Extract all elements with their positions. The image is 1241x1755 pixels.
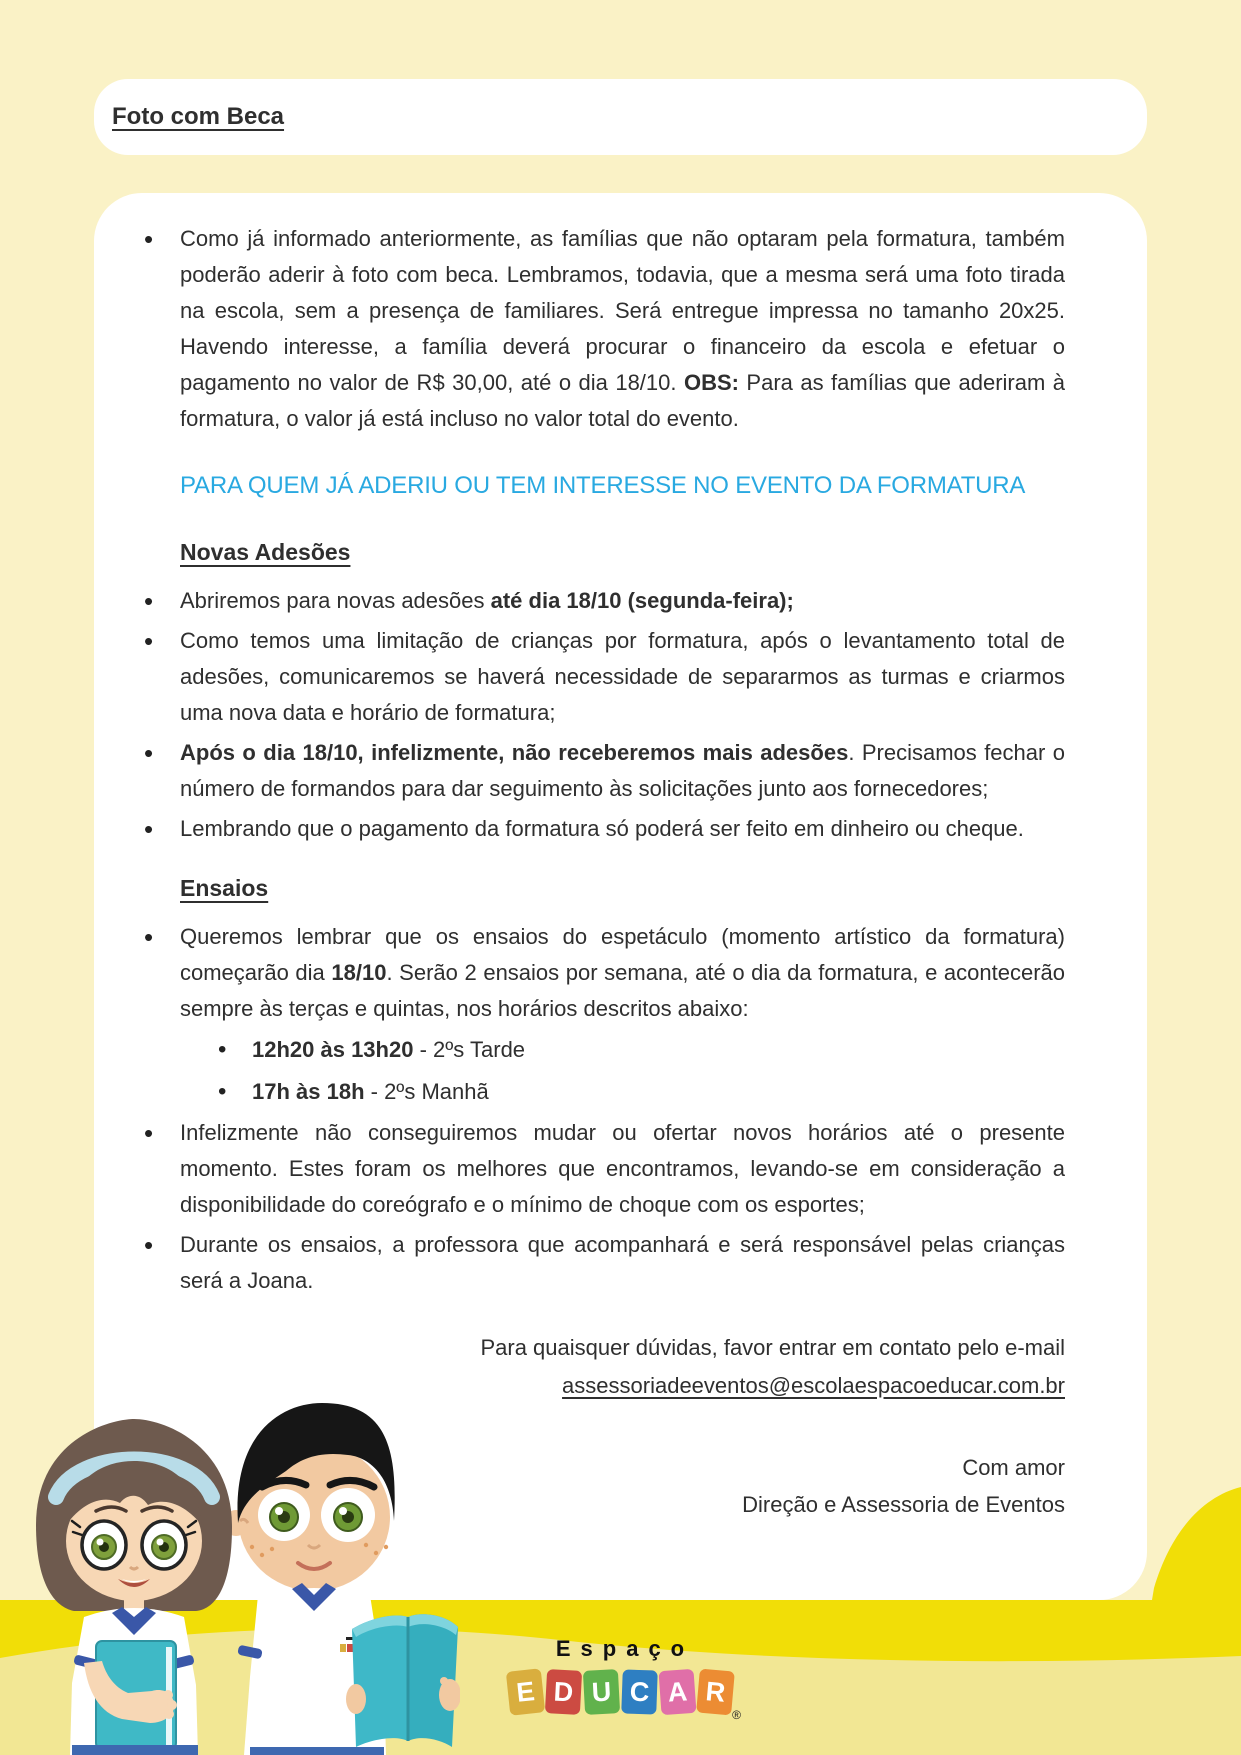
item-text: Abriremos para novas adesões bbox=[180, 588, 491, 613]
logo-tile-letter: A bbox=[658, 1669, 696, 1715]
page-title: Foto com Beca bbox=[112, 103, 285, 130]
schedule-time: 17h às 18h bbox=[252, 1079, 365, 1104]
item-text: Lembrando que o pagamento da formatura só poderá ser feito em dinheiro ou cheque. bbox=[180, 816, 1024, 841]
logo-tiles-educar bbox=[455, 1670, 785, 1722]
logo-wordmark-espaco: Espaço bbox=[555, 1636, 695, 1661]
schedule-item bbox=[252, 1073, 1065, 1111]
list-item bbox=[180, 623, 1065, 731]
intro-text-tail: Para as famílias que aderiram à formatura, o valor já está incluso no valor total do evento. bbox=[180, 370, 1065, 431]
list-item bbox=[180, 811, 1065, 847]
intro-obs-label: OBS: bbox=[683, 370, 739, 395]
schedule-group: - 2ºs Manhã bbox=[364, 1079, 489, 1104]
contact-line: Para quaisquer dúvidas, favor entrar em contato pelo e-mail bbox=[480, 1335, 1065, 1360]
signature-line2: Direção e Assessoria de Eventos bbox=[742, 1492, 1065, 1517]
intro-list bbox=[180, 221, 1065, 437]
schedule-time: 12h20 às 13h20 bbox=[252, 1037, 414, 1062]
intro-bullet bbox=[180, 221, 1065, 437]
logo-tile-letter: R bbox=[696, 1669, 735, 1716]
girl-character bbox=[36, 1419, 232, 1755]
subheading-novas-adesoes: Novas Adesões bbox=[180, 539, 351, 565]
subheading-ensaios: Ensaios bbox=[180, 875, 269, 901]
school-logo bbox=[455, 1636, 785, 1722]
list-item bbox=[180, 919, 1065, 1111]
logo-tile-letter: E bbox=[505, 1668, 544, 1715]
list-item bbox=[180, 583, 1065, 619]
logo-tile-letter: D bbox=[544, 1669, 581, 1715]
schedule-group: - 2ºs Tarde bbox=[413, 1037, 526, 1062]
item-text: . Serão 2 ensaios por semana, até o dia da formatura, e acontecerão sempre às terças e quintas, nos horários descritos abaixo: bbox=[180, 960, 1065, 1021]
ensaios-list bbox=[180, 919, 1065, 1299]
signature-line1: Com amor bbox=[962, 1455, 1065, 1480]
list-item: • Durante os ensaios, a professora que acompanhará e será responsável pelas crianças será a Joana. bbox=[180, 1227, 1065, 1299]
registered-trademark-symbol: ® bbox=[732, 1708, 741, 1722]
title-card bbox=[94, 79, 1147, 155]
item-text: . Precisamos fechar o número de formandos para dar seguimento às solicitações junto aos fornecedores; bbox=[180, 740, 1065, 801]
list-item bbox=[180, 735, 1065, 807]
item-text: Queremos lembrar que os ensaios do espetáculo (momento artístico da formatura) começarão dia bbox=[180, 924, 1065, 985]
intro-text: Como já informado anteriormente, as famílias que não optaram pela formatura, também poderão aderir à foto com beca. Lembramos, todavia, que a mesma será uma foto tirada na escola, sem a presença de familiares. Será entregue impressa no tamanho 20x25. Havendo interesse, a família deverá procurar o financeiro da escola e efetuar o pagamento no valor de R$ 30,00, até o dia 18/10. bbox=[180, 226, 1065, 395]
item-text-bold: Após o dia 18/10, infelizmente, não receberemos mais adesões bbox=[180, 740, 849, 765]
children-illustration bbox=[0, 1395, 460, 1755]
contact-block bbox=[180, 1329, 1065, 1405]
item-text-bold: 18/10 bbox=[331, 960, 387, 985]
content-card bbox=[94, 193, 1147, 1600]
item-text: Como temos uma limitação de crianças por formatura, após o levantamento total de adesões, comunicaremos se haverá necessidade de separarmos as turmas e criarmos uma nova data e horário de formatura; bbox=[180, 628, 1065, 725]
schedule-item bbox=[252, 1031, 1065, 1069]
schedule-list bbox=[252, 1031, 1065, 1111]
item-text-bold: até dia 18/10 (segunda-feira); bbox=[490, 588, 794, 613]
novas-adesoes-list bbox=[180, 583, 1065, 847]
boy-character bbox=[223, 1403, 460, 1755]
list-item: • Infelizmente não conseguiremos mudar ou ofertar novos horários até o presente momento. Estes foram os melhores que encontramos, levando-se em consideração a disponibilidade do coreógrafo e o mínimo de choque com os esportes; bbox=[180, 1115, 1065, 1223]
logo-tile-letter: U bbox=[582, 1669, 619, 1715]
contact-email-link[interactable]: assessoriadeeventos@escolaespacoeducar.com.br bbox=[562, 1373, 1065, 1398]
logo-tile-letter: C bbox=[621, 1669, 658, 1714]
section-heading-formatura: PARA QUEM JÁ ADERIU OU TEM INTERESSE NO EVENTO DA FORMATURA bbox=[180, 472, 1026, 499]
